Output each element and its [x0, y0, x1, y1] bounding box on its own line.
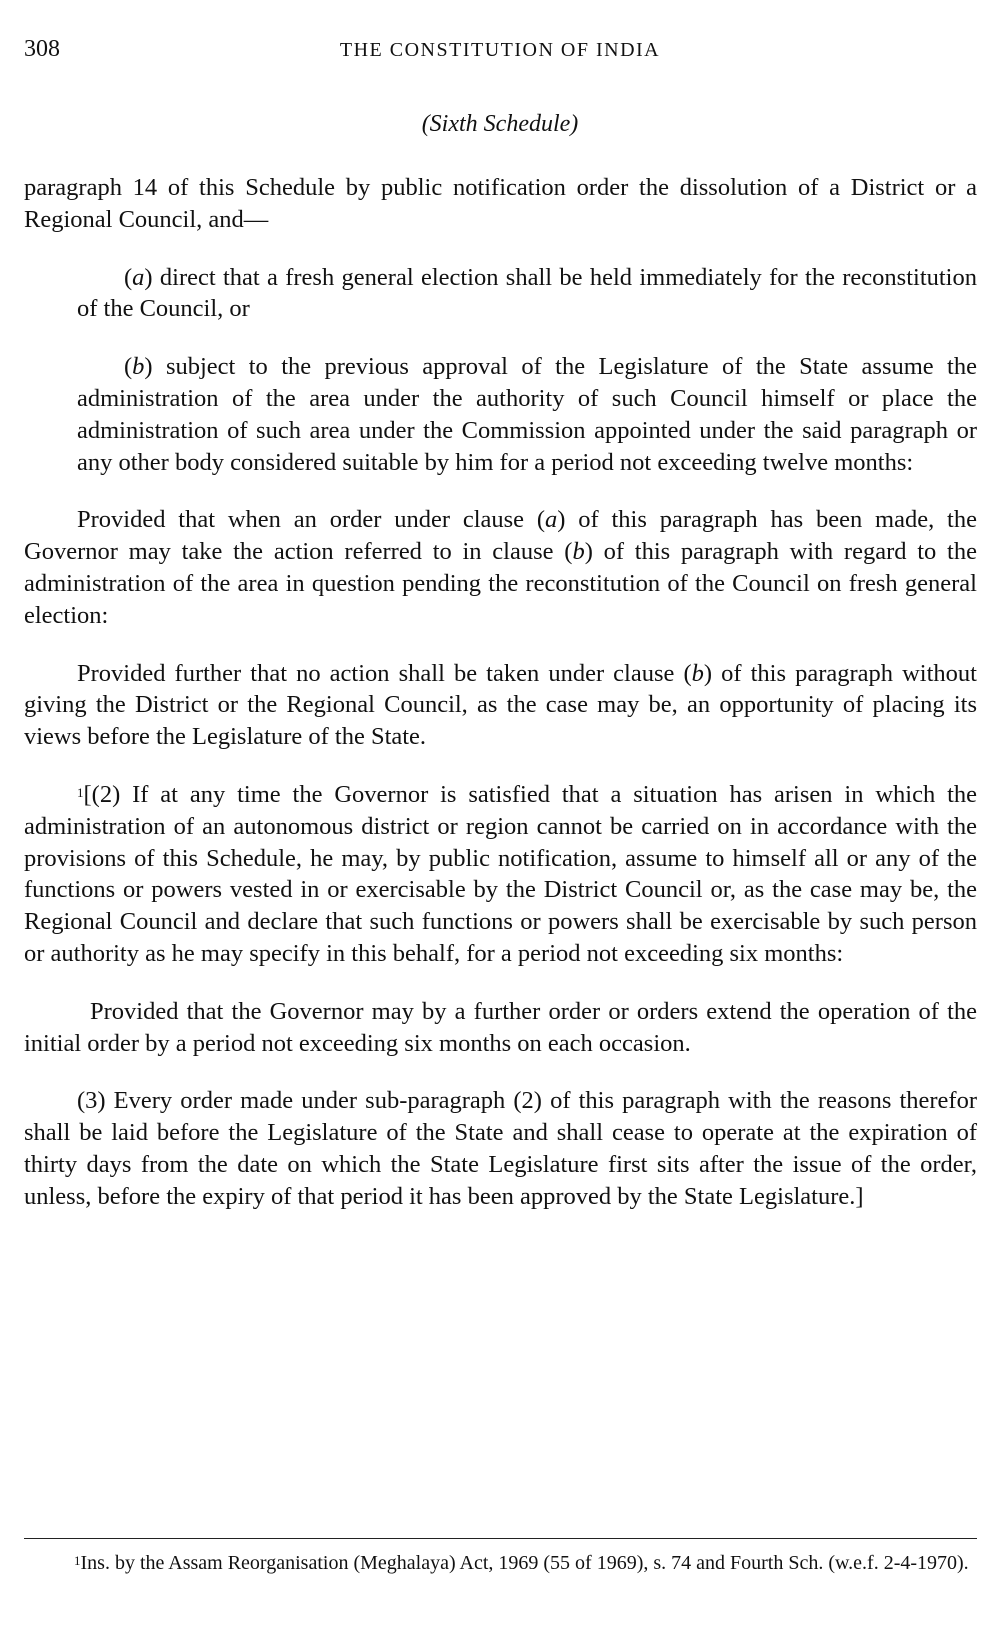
body-text	[24, 172, 977, 1213]
footnote	[24, 1549, 977, 1577]
clause-a-text: direct that a fresh general election shall be held immediately for the reconstitution of the Council, or	[77, 263, 977, 323]
proviso-further-part: ) of this paragraph without giving the District or the Regional Council, as the case may be, an opportunity of placing its views before the Legislature of the State.	[24, 659, 977, 751]
clause-a: (a) direct that a fresh general election shall be held immediately for the reconstitution of the Council, or	[77, 263, 977, 323]
running-title: THE CONSTITUTION OF INDIA	[339, 39, 661, 61]
proviso-first-part: ) of this paragraph has been made, the Governor may take the action referred to in clause (	[24, 506, 977, 566]
sub-paragraph-2-text: [(2) If at any time the Governor is satisfied that a situation has arisen in which the administration of an autonomous district or region cannot be carried on in accordance with the provisions of this Schedule, he may, by public notification, assume to himself all or any of the functions or powers vested in or exercisable by the District Council or, as the case may be, the Regional Council and declare that such functions or powers shall be exercisable by such person or authority as he may specify in this behalf, for a period not exceeding six months:	[24, 780, 977, 967]
footnote-reference: 1	[77, 784, 84, 800]
footnote-divider	[24, 1538, 977, 1539]
schedule-title: (Sixth Schedule)	[421, 111, 579, 137]
proviso-first-clause-marker: a	[545, 506, 558, 534]
clause-b: (b) subject to the previous approval of the Legislature of the State assume the administration of the area under the authority of such Council himself or place the administration of such area under the Commission appointed under the said paragraph or any other body considered suitable by him for a period not exceeding twelve months:	[77, 353, 977, 476]
paragraph-continuation: paragraph 14 of this Schedule by public notification order the dissolution of a District or a Regional Council, and—	[24, 174, 977, 233]
sub-paragraph-3: (3) Every order made under sub-paragraph (2) of this paragraph with the reasons therefor shall be laid before the Legislature of the State and shall cease to operate at the expiration of thirty days from the date on which the State Legislature first sits after the issue of the order, unless, before the expiry of that period it has been approved by the State Legislature.]	[24, 1087, 977, 1210]
proviso-first	[24, 504, 977, 631]
clause-b-text: subject to the previous approval of the Legislature of the State assume the administration of the area under the authority of such Council himself or place the administration of such area under the Commission appointed under the said paragraph or any other body considered suitable by him for a period not exceeding twelve months:	[77, 353, 977, 476]
proviso-further-clause-marker: b	[691, 659, 704, 687]
clause-a-marker: a	[132, 263, 145, 291]
proviso-further	[24, 658, 977, 753]
page-number: 308	[24, 36, 60, 62]
sub-paragraph-2	[24, 779, 977, 970]
footnote-text: Ins. by the Assam Reorganisation (Meghalaya) Act, 1969 (55 of 1969), s. 74 and Fourth Sch. (w.e.f. 2-4-1970).	[80, 1552, 969, 1574]
proviso-further-part: Provided further that no action shall be taken under clause (	[77, 659, 692, 687]
footnote-mark: 1	[74, 1553, 81, 1568]
proviso-extension: Provided that the Governor may by a further order or orders extend the operation of the initial order by a period not exceeding six months on each occasion.	[24, 997, 977, 1057]
clause-b-marker: b	[132, 353, 145, 381]
proviso-first-clause-marker: b	[572, 538, 585, 566]
proviso-first-part: Provided that when an order under clause (	[77, 506, 546, 534]
proviso-first-part: ) of this paragraph with regard to the administration of the area in question pending the reconstitution of the Council on fresh general election:	[24, 538, 977, 629]
